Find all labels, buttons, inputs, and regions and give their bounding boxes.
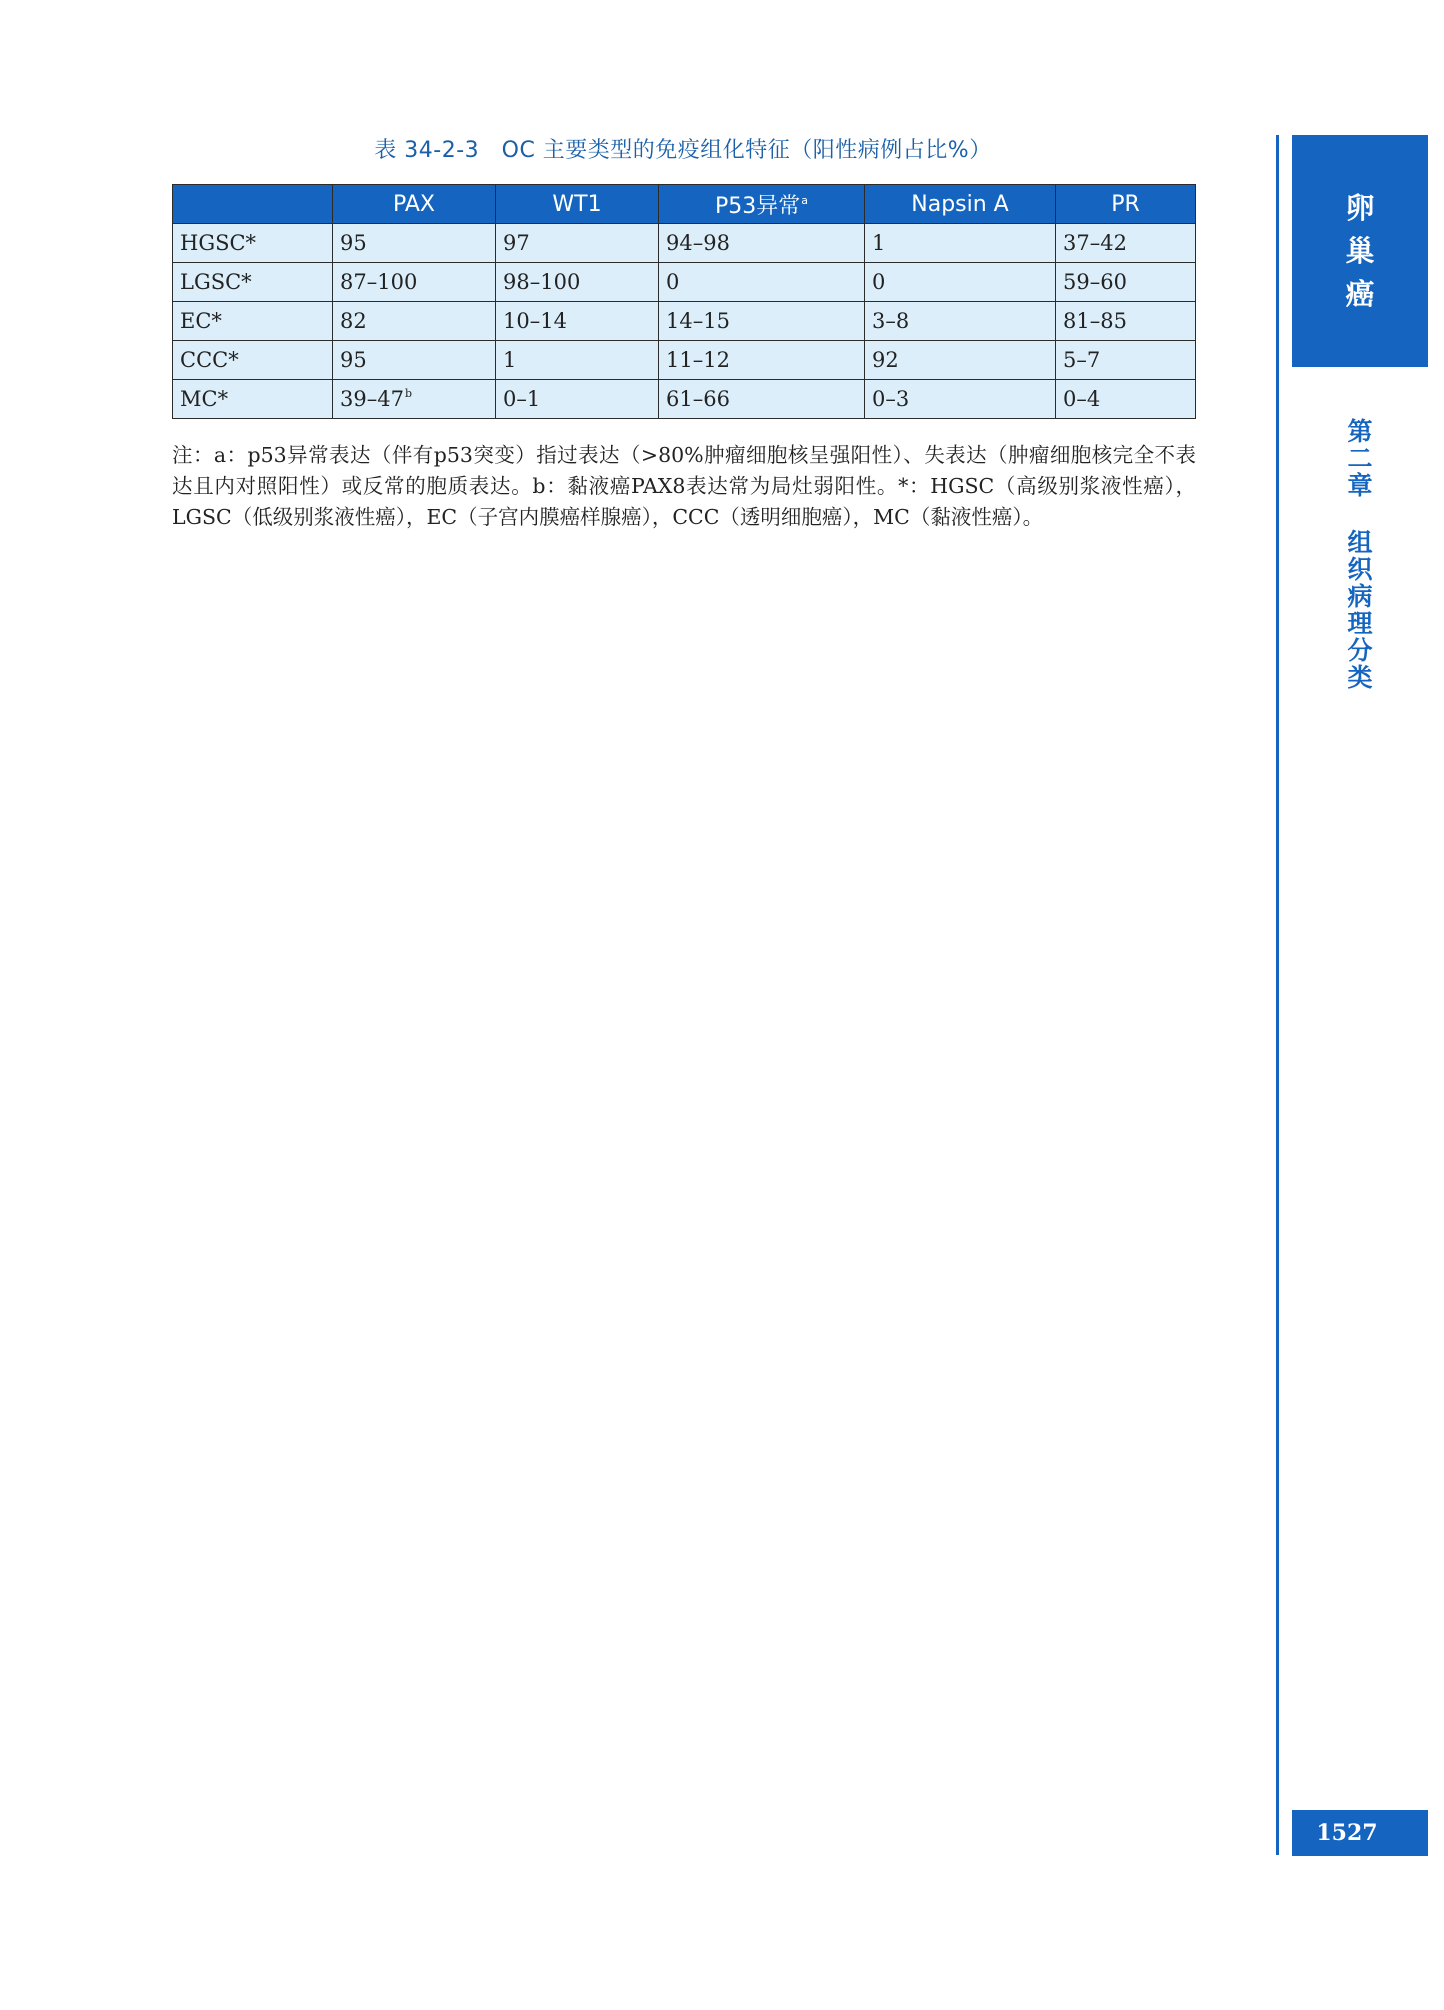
table-cell: HGSC* — [173, 224, 333, 263]
header-cell: PR — [1056, 185, 1196, 224]
table-row — [173, 302, 1196, 341]
table-cell: 92 — [865, 341, 1056, 380]
table-cell: 82 — [333, 302, 496, 341]
table-cell: EC* — [173, 302, 333, 341]
section-char: 病 — [1347, 582, 1373, 611]
table-cell: 59–60 — [1056, 263, 1196, 302]
section-char: 织 — [1347, 555, 1373, 584]
table-row — [173, 341, 1196, 380]
table-cell: 94–98 — [659, 224, 865, 263]
table-cell: CCC* — [173, 341, 333, 380]
page-number: 1527 — [1292, 1810, 1428, 1856]
header-cell — [659, 185, 865, 224]
header-cell — [173, 185, 333, 224]
chapter-tab-char: 卵 — [1345, 190, 1375, 225]
table-cell: 1 — [496, 341, 659, 380]
chapter-tab-char: 癌 — [1345, 276, 1375, 311]
cell-value: 39–47 — [340, 387, 404, 411]
table-cell: 98–100 — [496, 263, 659, 302]
table-cell: 11–12 — [659, 341, 865, 380]
table-cell: 0 — [659, 263, 865, 302]
footnote-marker: a — [801, 193, 808, 207]
section-char: 分 — [1347, 636, 1373, 665]
header-cell: PAX — [333, 185, 496, 224]
table-cell: 3–8 — [865, 302, 1056, 341]
table-row — [173, 224, 1196, 263]
table-title: 表 34-2-3 OC 主要类型的免疫组化特征（阳性病例占比%） — [374, 138, 992, 163]
table-cell: 14–15 — [659, 302, 865, 341]
section-char: 类 — [1347, 663, 1373, 692]
table-cell — [333, 380, 496, 419]
table-cell: 95 — [333, 224, 496, 263]
table-cell: 5–7 — [1056, 341, 1196, 380]
table-cell: 61–66 — [659, 380, 865, 419]
table-row — [173, 263, 1196, 302]
ihc-table — [172, 184, 1196, 419]
table-cell: 0–4 — [1056, 380, 1196, 419]
footnote-marker: b — [404, 387, 412, 400]
table-cell: 1 — [865, 224, 1056, 263]
chapter-char: 二 — [1347, 444, 1373, 473]
table-cell: 0 — [865, 263, 1056, 302]
table-row — [173, 380, 1196, 419]
chapter-char: 章 — [1347, 471, 1373, 500]
table-cell: MC* — [173, 380, 333, 419]
header-label: P53异常 — [714, 193, 801, 219]
table-cell: 37–42 — [1056, 224, 1196, 263]
table-cell: 97 — [496, 224, 659, 263]
table-cell: 95 — [333, 341, 496, 380]
section-char: 理 — [1347, 609, 1373, 638]
header-cell: Napsin A — [865, 185, 1056, 224]
table-note: 注：a：p53异常表达（伴有p53突变）指过表达（>80%肿瘤细胞核呈强阳性）、失表达（肿瘤细胞核完全不表达且内对照阳性）或反常的胞质表达。b：黏液癌PAX8表达常为局灶弱阳性。*：HGSC（高级别浆液性癌），LGSC（低级别浆液性癌），EC（子宫内膜癌样腺癌），CCC（透明细胞癌），MC（黏液性癌）。 — [172, 443, 1196, 529]
header-cell: WT1 — [496, 185, 659, 224]
section-char: 组 — [1347, 528, 1373, 557]
table-cell: 0–1 — [496, 380, 659, 419]
table-cell: 81–85 — [1056, 302, 1196, 341]
chapter-heading-vertical — [1292, 418, 1428, 691]
table-cell: 10–14 — [496, 302, 659, 341]
margin-divider — [1276, 135, 1279, 1855]
chapter-tab — [1292, 135, 1428, 367]
chapter-tab-char: 巢 — [1345, 233, 1375, 268]
table-cell: 0–3 — [865, 380, 1056, 419]
table-cell: 87–100 — [333, 263, 496, 302]
chapter-char: 第 — [1347, 417, 1373, 446]
table-header-row — [173, 185, 1196, 224]
table-cell: LGSC* — [173, 263, 333, 302]
